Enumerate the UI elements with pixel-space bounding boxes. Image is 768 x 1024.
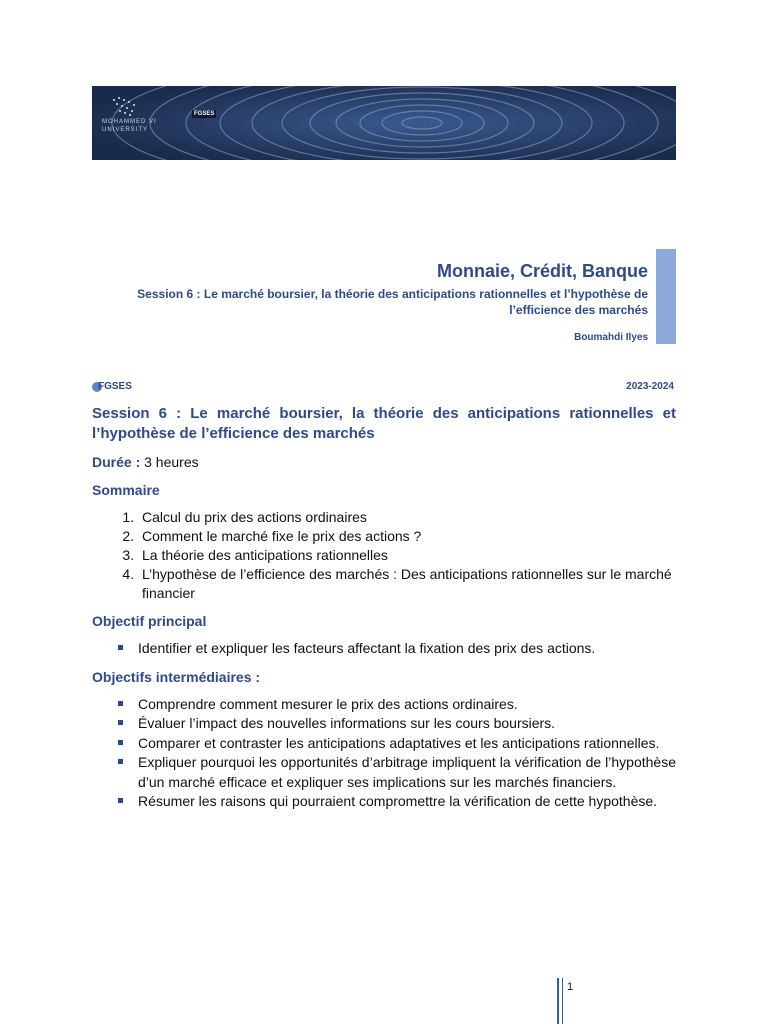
intermediaires-list xyxy=(92,695,676,812)
list-item: Identifier et expliquer les facteurs affectant la fixation des prix des actions. xyxy=(118,639,676,659)
university-name: MOHAMMED VI UNIVERSITY xyxy=(102,119,157,133)
objectif-list xyxy=(92,639,676,659)
list-item: Comparer et contraster les anticipations adaptatives et les anticipations rationnelles. xyxy=(118,734,676,754)
list-item: Expliquer pourquoi les opportunités d’arbitrage impliquent la vérification de l’hypothèse d’un marché efficace et expliquer ses implications sur les marchés financiers. xyxy=(118,753,676,792)
list-item: Comprendre comment mesurer le prix des actions ordinaires. xyxy=(118,695,676,715)
course-title: Monnaie, Crédit, Banque xyxy=(436,261,648,281)
document-body xyxy=(92,404,676,820)
page-header xyxy=(92,381,676,397)
banner-ripple-graphic xyxy=(92,86,676,160)
duration-line xyxy=(92,452,676,472)
list-item: Résumer les raisons qui pourraient compromettre la vérification de cette hypothèse. xyxy=(118,792,676,812)
intermediaires-title: Objectifs intermédiaires : xyxy=(92,668,261,685)
list-item: 1. Calcul du prix des actions ordinaires xyxy=(138,508,676,527)
page-number: 1 xyxy=(567,981,574,993)
duration-label: Durée : xyxy=(92,454,141,470)
objectif-title: Objectif principal xyxy=(92,613,207,629)
title-block xyxy=(128,260,648,343)
sommaire-title: Sommaire xyxy=(92,482,160,498)
list-item: 4. L’hypothèse de l’efficience des marchés : Des anticipations rationnelles sur le marché financier xyxy=(138,565,676,603)
header-year: 2023-2024 xyxy=(626,381,674,392)
header-institution: FGSES xyxy=(98,381,132,392)
list-item: 2. Comment le marché fixe le prix des actions ? xyxy=(138,527,676,546)
title-accent-bar xyxy=(656,249,676,344)
author-name: Boumahdi Ilyes xyxy=(574,332,648,343)
duration-value: 3 heures xyxy=(140,454,199,470)
banner-badge: FGSES xyxy=(194,111,215,117)
session-heading: Session 6 : Le marché boursier, la théorie des anticipations rationnelles et l’hypothèse de l’efficience des marchés xyxy=(92,405,676,442)
page-number-bar xyxy=(557,978,563,1024)
header-left xyxy=(92,381,132,392)
header-banner xyxy=(92,86,676,160)
sommaire-list xyxy=(92,508,676,603)
list-item: 3. La théorie des anticipations rationnelles xyxy=(138,546,676,565)
list-item: Évaluer l’impact des nouvelles informations sur les cours boursiers. xyxy=(118,714,676,734)
session-subtitle: Session 6 : Le marché boursier, la théorie des anticipations rationnelles et l’hypothèse de l’efficience des marchés xyxy=(137,287,648,317)
